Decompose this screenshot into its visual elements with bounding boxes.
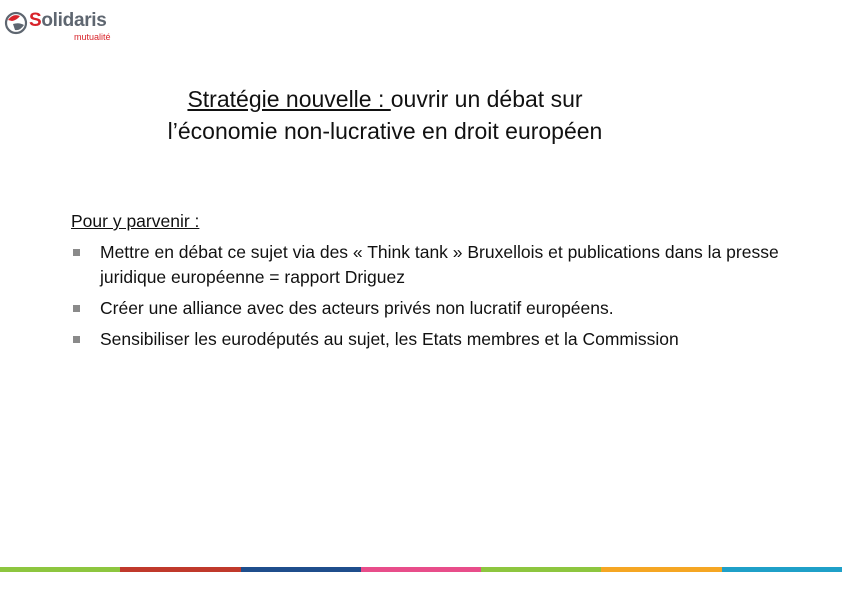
bullet-item: [71, 240, 791, 290]
bullet-text: Mettre en débat ce sujet via des « Think tank » Bruxellois et publications dans la presse juridique européenne = rapport Driguez: [100, 242, 779, 287]
footer-color-segment: [120, 567, 240, 572]
footer-color-segment: [601, 567, 721, 572]
logo-wordmark: [29, 10, 107, 32]
logo-subtitle: mutualité: [74, 32, 111, 42]
bullet-square-icon: [73, 249, 80, 256]
logo-wordmark-first: S: [29, 10, 42, 31]
bullet-square-icon: [73, 305, 80, 312]
slide-body: [71, 209, 791, 352]
bullet-text: Sensibiliser les eurodéputés au sujet, les Etats membres et la Commission: [100, 329, 679, 349]
bullet-item: [71, 296, 791, 321]
bullet-item: [71, 327, 791, 352]
footer-color-segment: [481, 567, 601, 572]
body-intro: Pour y parvenir :: [71, 211, 200, 231]
bullet-square-icon: [73, 336, 80, 343]
bullet-text: Créer une alliance avec des acteurs privés non lucratif européens.: [100, 298, 614, 318]
footer-color-segment: [241, 567, 361, 572]
solidaris-logo: [4, 8, 124, 42]
logo-mark-icon: [4, 10, 28, 36]
title-underlined: Stratégie nouvelle :: [187, 86, 391, 112]
footer-color-segment: [722, 567, 842, 572]
footer-color-segment: [0, 567, 120, 572]
title-line2: l’économie non-lucrative en droit européen: [167, 118, 603, 144]
title-line1-rest: ouvrir un débat sur: [390, 86, 583, 112]
footer-color-segment: [361, 567, 481, 572]
slide-title: [60, 83, 710, 147]
logo-wordmark-rest: olidaris: [41, 10, 107, 31]
footer-color-bar: [0, 567, 842, 572]
